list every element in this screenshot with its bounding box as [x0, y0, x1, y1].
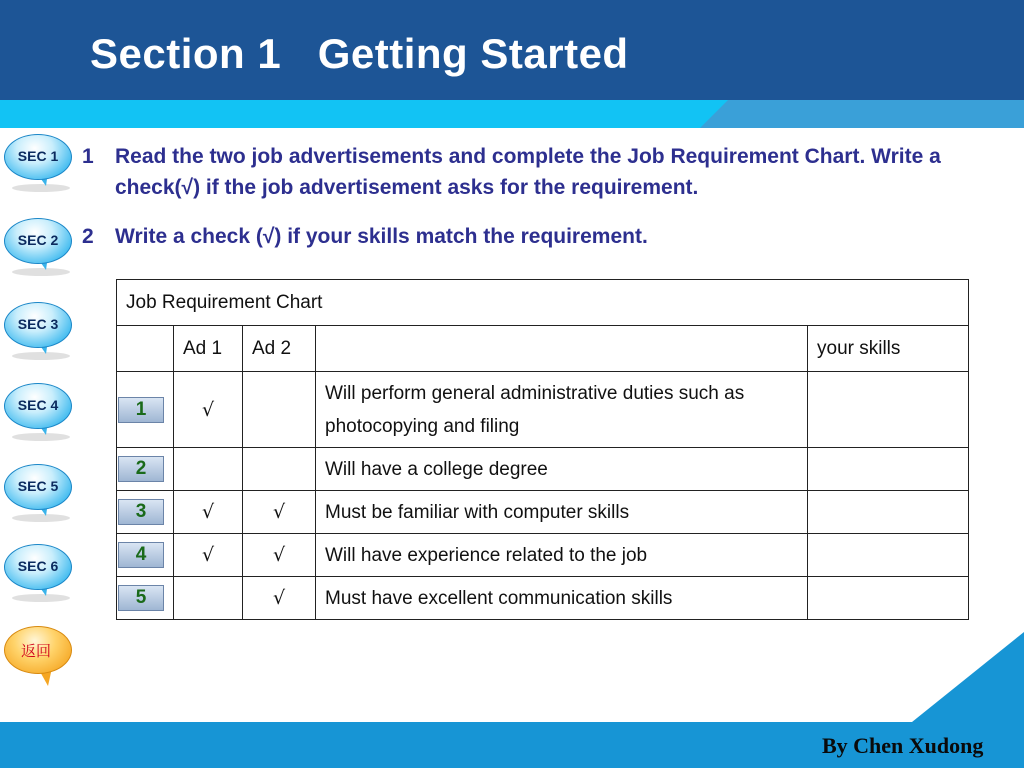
row-number-badge[interactable]: 5 [118, 585, 164, 611]
table-row [117, 448, 969, 491]
header-stripe-accent-band [728, 100, 1024, 128]
table-title: Job Requirement Chart [117, 280, 969, 326]
ad2-check-cell[interactable]: √ [243, 491, 316, 534]
nav-sec-2-label: SEC 2 [17, 232, 59, 248]
nav-sec-3-label: SEC 3 [17, 316, 59, 332]
instruction-2 [82, 221, 1012, 253]
instruction-number: 2 [82, 225, 94, 248]
header-cell-your-skills: your skills [808, 326, 969, 372]
nav-sec-5-button[interactable] [4, 464, 72, 514]
ad1-check-cell[interactable]: √ [174, 372, 243, 448]
header-cell-ad1: Ad 1 [174, 326, 243, 372]
back-button[interactable] [4, 626, 74, 688]
your-skills-cell[interactable] [808, 534, 969, 577]
table-row [117, 534, 969, 577]
instruction-number: 1 [82, 145, 94, 168]
nav-sec-5-label: SEC 5 [17, 478, 59, 494]
header-cell-number [117, 326, 174, 372]
ad1-check-cell[interactable] [174, 448, 243, 491]
row-number-cell [117, 448, 174, 491]
table-header-row [117, 326, 969, 372]
nav-sec-3-button[interactable] [4, 302, 72, 352]
instruction-1 [82, 141, 1012, 205]
row-number-cell [117, 372, 174, 448]
table-row [117, 372, 969, 448]
header-stripe-accent [700, 100, 728, 128]
row-number-badge[interactable]: 4 [118, 542, 164, 568]
ad2-check-cell[interactable]: √ [243, 577, 316, 620]
back-label: 返回 [20, 642, 51, 660]
table-row [117, 491, 969, 534]
nav-sec-6-label: SEC 6 [17, 558, 59, 574]
requirement-cell: Will perform general administrative duties such as photocopying and filing [316, 372, 808, 448]
table-title-row [117, 280, 969, 326]
author-credit: By Chen Xudong [822, 733, 984, 758]
ad2-check-cell[interactable]: √ [243, 534, 316, 577]
nav-sec-2-button[interactable] [4, 218, 72, 268]
nav-sec-6-button[interactable] [4, 544, 72, 594]
nav-sec-1-button[interactable] [4, 134, 72, 184]
row-number-badge[interactable]: 2 [118, 456, 164, 482]
nav-sec-4-button[interactable] [4, 383, 72, 433]
row-number-badge[interactable]: 1 [118, 397, 164, 423]
nav-sec-4-label: SEC 4 [17, 397, 59, 413]
page-title: Section 1 Getting Started [90, 30, 629, 77]
your-skills-cell[interactable] [808, 491, 969, 534]
ad2-check-cell[interactable] [243, 372, 316, 448]
job-requirement-table [116, 279, 969, 620]
header-cell-requirement [316, 326, 808, 372]
ad1-check-cell[interactable]: √ [174, 534, 243, 577]
row-number-badge[interactable]: 3 [118, 499, 164, 525]
row-number-cell [117, 577, 174, 620]
footer-corner-accent [912, 632, 1024, 722]
ad2-check-cell[interactable] [243, 448, 316, 491]
ad1-check-cell[interactable] [174, 577, 243, 620]
requirement-cell: Must have excellent communication skills [316, 577, 808, 620]
row-number-cell [117, 534, 174, 577]
header-cell-ad2: Ad 2 [243, 326, 316, 372]
requirement-cell: Will have experience related to the job [316, 534, 808, 577]
nav-sec-1-label: SEC 1 [17, 148, 59, 164]
requirement-cell: Will have a college degree [316, 448, 808, 491]
requirement-cell: Must be familiar with computer skills [316, 491, 808, 534]
your-skills-cell[interactable] [808, 577, 969, 620]
instruction-text: Read the two job advertisements and complete the Job Requirement Chart. Write a check(√) if the job advertisement asks for the requirement. [115, 145, 941, 199]
your-skills-cell[interactable] [808, 448, 969, 491]
row-number-cell [117, 491, 174, 534]
your-skills-cell[interactable] [808, 372, 969, 448]
table-row [117, 577, 969, 620]
instruction-text: Write a check (√) if your skills match the requirement. [115, 225, 648, 248]
ad1-check-cell[interactable]: √ [174, 491, 243, 534]
